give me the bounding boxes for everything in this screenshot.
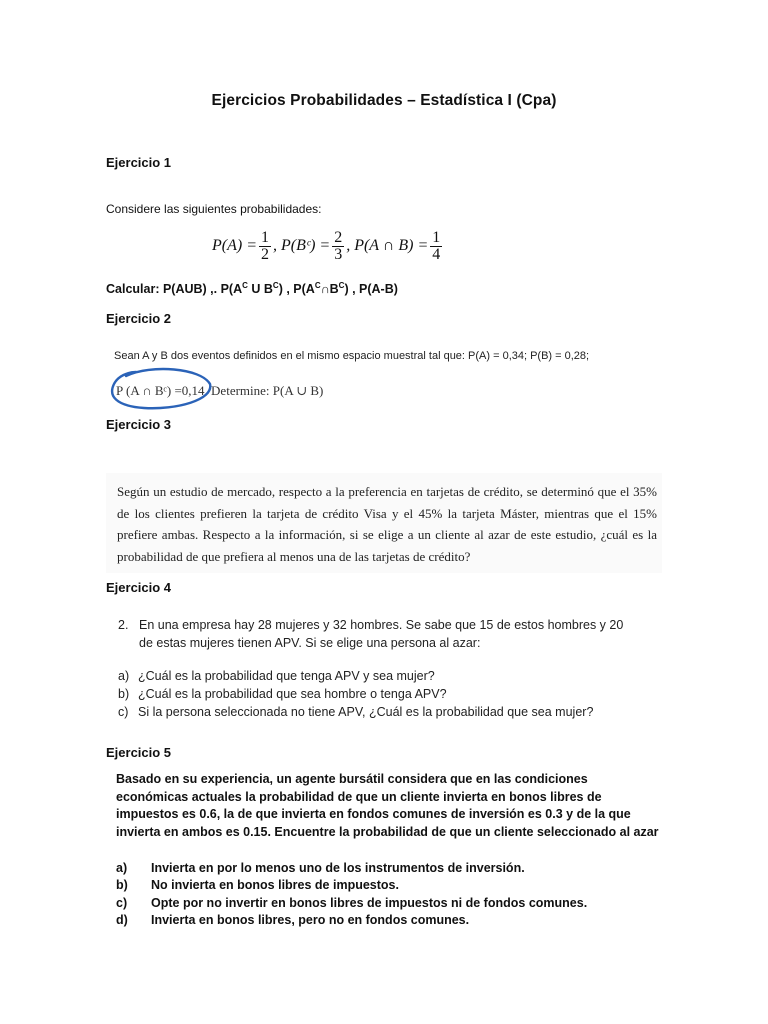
ex1-calculate-line xyxy=(106,281,398,296)
fraction-numerator: 1 xyxy=(261,228,269,246)
item-label: b) xyxy=(116,878,128,892)
ex4-line1: En una empresa hay 28 mujeres y 32 hombres. Se sabe que 15 de estos hombres y 20 xyxy=(139,618,624,632)
ex2-statement-line2: P (A ∩ Bᶜ) =0,14. Determine: P(A ∪ B) xyxy=(116,383,324,398)
superscript: C xyxy=(314,281,321,290)
ex2-heading: Ejercicio 2 xyxy=(106,311,172,326)
item-label: c) xyxy=(118,705,129,719)
fraction-quarter xyxy=(430,230,442,263)
item-text: ¿Cuál es la probabilidad que sea hombre o tenga APV? xyxy=(138,687,447,701)
ex5-statement: Basado en su experiencia, un agente bursátil considera que en las condiciones económicas actuales la probabilidad de que un cliente invierta en bonos libres de impuestos es 0.6, la de que invierta en fondos comunes de inversión es 0.3 y de la que invierta en ambos es 0.15. Encuentre la probabilidad de que un cliente seleccionado al azar xyxy=(116,772,659,839)
ex4-line2: de estas mujeres tienen APV. Si se elige una persona al azar: xyxy=(139,636,481,650)
fraction-half xyxy=(259,230,271,263)
ex3-heading: Ejercicio 3 xyxy=(106,417,172,432)
list-item xyxy=(116,878,399,892)
ex3-statement: Según un estudio de mercado, respecto a la preferencia en tarjetas de crédito, se determinó que el 35% de los clientes prefieren la tarjeta de crédito Visa y el 45% la tarjeta Máster, mientras que el 15% prefiere ambas. Respecto a la información, si se elige a un cliente al azar de este estudio, ¿cuál es la probabilidad de que prefiera al menos una de las tarjetas de crédito? xyxy=(117,484,657,564)
formula-pbc: , P(Bᶜ) = xyxy=(273,237,331,254)
list-item xyxy=(118,669,435,683)
item-text: Opte por no invertir en bonos libres de impuestos ni de fondos comunes. xyxy=(151,896,588,910)
ex1-formula xyxy=(212,229,444,263)
calc-text: Calcular: P(AUB) ,. P(A xyxy=(106,282,243,297)
superscript: C xyxy=(338,281,345,290)
calc-text: ∩B xyxy=(320,282,339,297)
item-text: ¿Cuál es la probabilidad que tenga APV y sea mujer? xyxy=(138,669,435,683)
fraction-denominator: 4 xyxy=(432,245,441,263)
fraction-numerator: 1 xyxy=(432,228,441,246)
superscript: C xyxy=(242,281,248,290)
item-text: Invierta en bonos libres, pero no en fondos comunes. xyxy=(151,913,470,927)
item-label: d) xyxy=(116,913,128,927)
fraction-two-thirds xyxy=(332,230,344,263)
item-text: Si la persona seleccionada no tiene APV, ¿Cuál es la probabilidad que sea mujer? xyxy=(138,705,594,719)
fraction-numerator: 2 xyxy=(334,228,343,246)
ex5-heading: Ejercicio 5 xyxy=(106,745,172,760)
document-title: Ejercicios Probabilidades – Estadística I (Cpa) xyxy=(211,92,557,109)
calc-text: U B xyxy=(247,282,273,297)
calc-text: ) , P(A-B) xyxy=(344,282,398,297)
list-item xyxy=(116,896,587,910)
item-text: No invierta en bonos libres de impuestos. xyxy=(151,878,399,892)
item-label: a) xyxy=(116,861,128,875)
calc-text: ) , P(A xyxy=(278,282,315,297)
list-item xyxy=(116,861,525,875)
ex1-intro: Considere las siguientes probabilidades: xyxy=(106,202,322,216)
list-item xyxy=(116,913,469,927)
superscript: C xyxy=(272,281,279,290)
handwritten-circle-annotation xyxy=(106,366,216,412)
ex4-number: 2. xyxy=(118,618,129,632)
ex1-heading: Ejercicio 1 xyxy=(106,155,172,170)
ex4-heading: Ejercicio 4 xyxy=(106,580,172,595)
list-item xyxy=(118,705,593,719)
item-label: a) xyxy=(118,669,130,683)
fraction-denominator: 3 xyxy=(334,245,343,263)
item-text: Invierta en por lo menos uno de los instrumentos de inversión. xyxy=(151,861,525,875)
ex2-statement-line1: Sean A y B dos eventos definidos en el mismo espacio muestral tal que: P(A) = 0,34; P(B) = 0,28; xyxy=(114,350,590,362)
item-label: c) xyxy=(116,896,128,910)
formula-pa: P(A) = xyxy=(212,237,257,254)
list-item xyxy=(118,687,447,701)
fraction-denominator: 2 xyxy=(261,245,269,263)
formula-pab: , P(A ∩ B) = xyxy=(346,237,429,254)
item-label: b) xyxy=(118,687,130,701)
